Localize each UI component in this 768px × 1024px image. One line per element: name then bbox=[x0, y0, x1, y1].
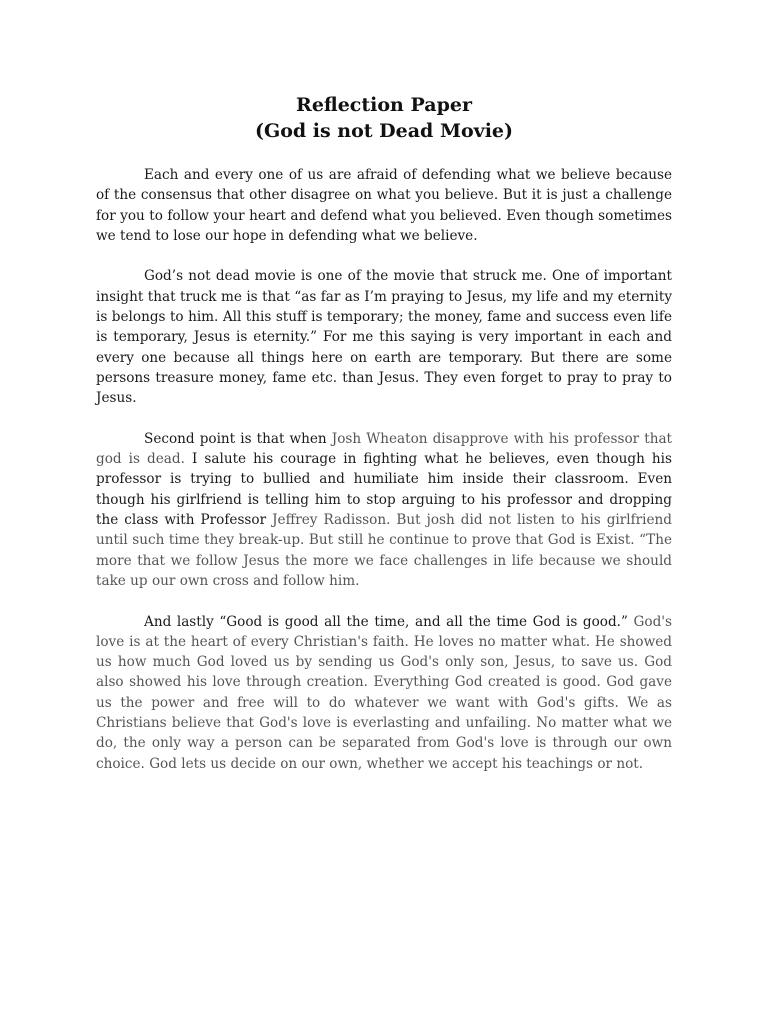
paragraph-text: And lastly “Good is good all the time, and all the time God is good.” bbox=[144, 613, 634, 630]
quoted-text: God's love is at the heart of every Christian's faith. He loves no matter what. He showed us how much God loved us by sending us God's only son, Jesus, to save us. God also showed his love through creation. Everything God created is good. God gave us the power and free will to do whatever we want with God's gifts. We as Christians believe that God's love is everlasting and unfailing. No matter what we do, the only way a person can be separated from God's love is through our own choice. God lets us decide on our own, whether we accept his teachings or not. bbox=[96, 613, 672, 772]
quoted-text: “The more that we follow Jesus the more we face challenges in life because we should take up our own cross and follow him. bbox=[96, 532, 672, 589]
paragraph-4 bbox=[96, 612, 672, 774]
title-block bbox=[0, 92, 768, 144]
paragraph-text: Second point is that when bbox=[144, 430, 332, 447]
paragraph-2 bbox=[96, 266, 672, 408]
page-subtitle: (God is not Dead Movie) bbox=[254, 120, 513, 142]
paragraph-text: God’s not dead movie is one of the movie that struck me. One of important insight that truck me is that “as far as I’m praying to Jesus, my life and my eternity is belongs to him. All this stuff is temporary; the money, fame and success even life is temporary, Jesus is eternity.” For me this saying is very important in each and every one because all things here on earth are temporary. But there are some persons treasure money, fame etc. than Jesus. They even forget to pray to pray to Jesus. bbox=[96, 268, 672, 407]
quoted-text: Josh Wheaton disapprove with his professor that god is dead. bbox=[96, 430, 673, 468]
paragraph-3 bbox=[96, 429, 672, 591]
paragraph-text: I salute his courage in fighting what he believes, even though his professor is trying to bullied and humiliate him inside their classroom. Even though his girlfriend is telling him to stop arguing to his professor and dropping the class with Professor bbox=[96, 451, 672, 529]
paragraph-1 bbox=[96, 165, 672, 246]
paragraph-text: Each and every one of us are afraid of defending what we believe because of the consensus that other disagree on what you believe. But it is just a challenge for you to follow your heart and defend what you believed. Even though sometimes we tend to lose our hope in defending what we believe. bbox=[96, 167, 672, 244]
page-title: Reflection Paper bbox=[296, 94, 472, 116]
quoted-text: Jeffrey Radisson. But josh did not listen to his girlfriend until such time they break-up. But still he continue to prove that God is Exist. bbox=[96, 512, 672, 549]
document-body bbox=[96, 165, 672, 794]
